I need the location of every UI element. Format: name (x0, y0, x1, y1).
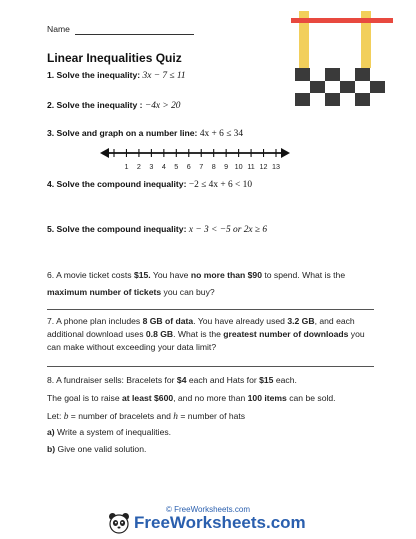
question-2-prompt: 2. Solve the inequality : (47, 100, 145, 110)
question-3-inequality: 4x + 6 ≤ 34 (199, 129, 244, 139)
footer-copyright[interactable]: © FreeWorksheets.com (166, 505, 250, 514)
question-7: 7. A phone plan includes 8 GB of data. You have already used 3.2 GB, and each additional download uses 0.8 GB. What is the greatest number of downloads you can make without exceeding your data limit? (47, 316, 365, 352)
answer-line-6[interactable] (47, 309, 374, 310)
number-line-tick-label: 6 (186, 162, 191, 171)
question-1 (47, 70, 186, 81)
question-8-part-b: b) Give one valid solution. (47, 444, 147, 454)
question-4-inequality: −2 ≤ 4x + 6 < 10 (188, 180, 253, 190)
number-line-tick-label: 11 (247, 162, 255, 171)
question-1-prompt: 1. Solve the inequality: (47, 70, 143, 80)
question-5 (47, 224, 267, 235)
footer-brand[interactable]: FreeWorksheets.com (134, 513, 306, 532)
number-line-tick-label: 12 (259, 162, 268, 171)
name-field-line[interactable] (75, 34, 194, 35)
number-line-tick-label: 1 (124, 162, 129, 171)
question-8-line-1: 8. A fundraiser sells: Bracelets for $4 each and Hats for $15 each. (47, 375, 297, 385)
question-4-prompt: 4. Solve the compound inequality: (47, 179, 189, 189)
number-line-tick-label: 8 (211, 162, 216, 171)
number-line-tick-label: 9 (224, 162, 229, 171)
question-8-part-a: a) Write a system of inequalities. (47, 427, 172, 437)
question-4 (47, 179, 252, 190)
number-line-tick-label: 3 (149, 162, 154, 171)
number-line-tick-label: 4 (161, 162, 166, 171)
page-title: Linear Inequalities Quiz (47, 51, 182, 65)
number-line-tick-label: 13 (272, 162, 280, 171)
question-2 (47, 100, 180, 111)
question-5-inequality: x − 3 < −5 or 2x ≥ 6 (188, 225, 268, 235)
number-line-tick-label: 2 (136, 162, 141, 171)
name-label: Name (47, 24, 70, 34)
question-3 (47, 128, 243, 139)
question-2-inequality: −4x > 20 (144, 101, 181, 111)
finish-line-icon (291, 4, 399, 108)
question-6: 6. A movie ticket costs $15. You have no more than $90 to spend. What is the maximum number of tickets you can buy? (47, 270, 346, 297)
question-8-line-2: The goal is to raise at least $600, and no more than 100 items can be sold. (47, 393, 336, 403)
question-5-prompt: 5. Solve the compound inequality: (47, 224, 189, 234)
question-8-line-3: Let: b = number of bracelets and h = number of hats (47, 411, 246, 422)
question-3-prompt: 3. Solve and graph on a number line: (47, 128, 200, 138)
question-1-inequality: 3x − 7 ≤ 11 (142, 71, 186, 81)
number-line-tick-label: 5 (174, 162, 179, 171)
left-arrow-icon (100, 148, 109, 158)
number-line[interactable] (100, 143, 290, 175)
panda-icon (108, 512, 130, 534)
right-arrow-icon (281, 148, 290, 158)
number-line-tick-label: 10 (234, 162, 243, 171)
answer-line-7[interactable] (47, 366, 374, 367)
number-line-tick-label: 7 (199, 162, 204, 171)
